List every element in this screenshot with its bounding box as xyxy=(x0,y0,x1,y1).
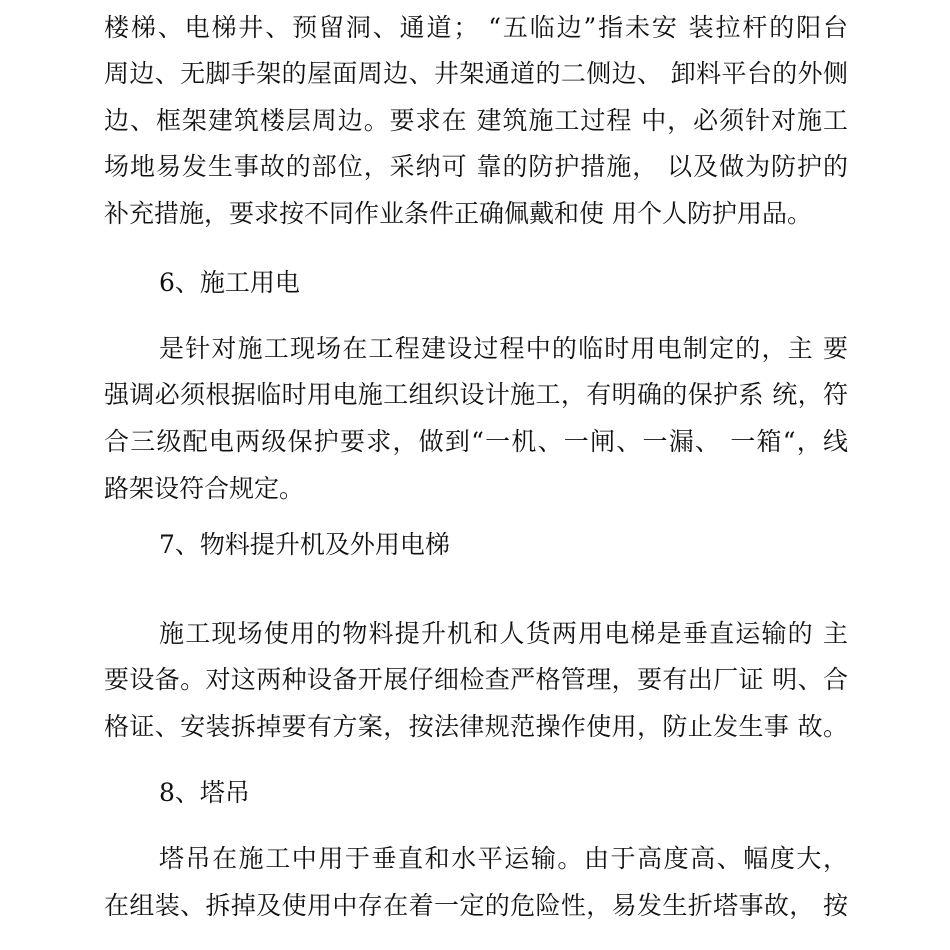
text-line: 是针对施工现场在工程建设过程中的临时用电制定的，主 要 xyxy=(159,334,848,363)
text-line: 合三级配电两级保护要求，做到“一机、一闸、一漏、 一箱“，线 xyxy=(104,427,848,456)
text-line: 楼梯、电梯井、预留洞、通道； “五临边”指未安 装拉杆的阳台 xyxy=(104,13,848,42)
section-heading: 7、物料提升机及外用电梯 xyxy=(159,530,450,559)
text-line: 场地易发生事故的部位，采纳可 靠的防护措施， 以及做为防护的 xyxy=(104,152,848,181)
text-line: 施工现场使用的物料提升机和人货两用电梯是垂直运输的 主 xyxy=(159,619,848,648)
text-line: 在组装、拆掉及使用中存在着一定的危险性，易发生折塔事故， 按 xyxy=(104,891,848,920)
text-line: 边、框架建筑楼层周边。要求在 建筑施工过程 中，必须针对施工 xyxy=(104,106,848,135)
text-line: 强调必须根据临时用电施工组织设计施工，有明确的保护系 统，符 xyxy=(104,380,848,409)
text-line: 路架设符合规定。 xyxy=(104,474,305,503)
text-line: 周边、无脚手架的屋面周边、井架通道的二侧边、 卸料平台的外侧 xyxy=(104,59,848,88)
text-line: 要设备。对这两种设备开展仔细检查严格管理，要有出厂证 明、合 xyxy=(104,665,848,694)
section-heading: 6、施工用电 xyxy=(159,268,300,297)
text-line: 格证、安装拆掉要有方案，按法律规范操作使用，防止发生事 故。 xyxy=(104,712,848,741)
text-line: 塔吊在施工中用于垂直和水平运输。由于高度高、幅度大， xyxy=(159,844,848,873)
section-heading: 8、塔吊 xyxy=(159,778,250,807)
text-line: 补充措施，要求按不同作业条件正确佩戴和使 用个人防护用品。 xyxy=(104,199,812,228)
